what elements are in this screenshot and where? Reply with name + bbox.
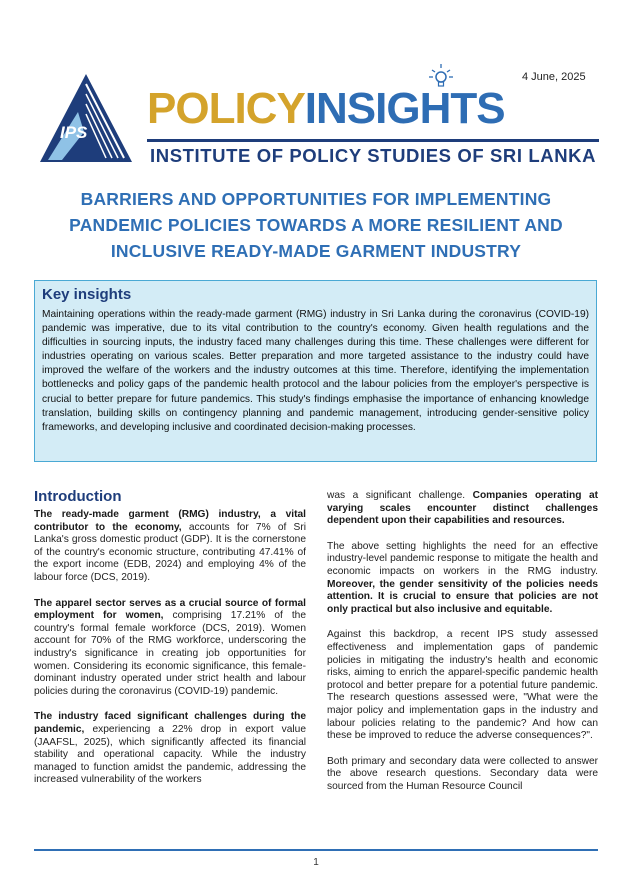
- svg-text:IPS: IPS: [60, 123, 88, 142]
- publication-date: 4 June, 2025: [522, 71, 586, 83]
- introduction-heading: Introduction: [34, 488, 122, 505]
- institute-name: INSTITUTE OF POLICY STUDIES OF SRI LANKA: [150, 145, 597, 166]
- right-p1-bold: Companies operating at varying scales encounter distinct challenges dependent upon their capabilities and resources.: [327, 490, 599, 527]
- right-paragraph-2: [327, 541, 598, 617]
- footer-rule: [34, 849, 598, 851]
- title-line: PANDEMIC POLICIES TOWARDS A MORE RESILIENT AND: [69, 215, 563, 235]
- page-title: [40, 186, 592, 264]
- right-column: [327, 490, 598, 806]
- key-insights-heading: Key insights: [42, 286, 132, 303]
- ips-logo: [38, 72, 134, 168]
- key-insights-text: Maintaining operations within the ready-made garment (RMG) industry in Sri Lanka during the coronavirus (COVID-19) pandemic was imperative, due to its vital contribution to the country's economy. Given health regulations and the difficulties in sourcing inputs, the industry faced many challenges during this time. These challenges were different for industries operating on various scales. Better preparation and more targeted assistance to the industry could have improved the welfare of the workers and the industry outcomes at this time. Therefore, identifying the implementation bottlenecks and policy gaps of the pandemic health protocol and the labour policies from the employer's perspective is crucial to better prepare for future pandemics. This study's findings emphasise the importance of enhancing knowledge translation, building skills on contingency planning and pandemic management, introducing gender-sensitive policy frameworks, and developing inclusive and coordinated decision-making processes.: [42, 309, 589, 433]
- intro-p1-bold: The ready-made garment (RMG) industry, a vital contributor to the economy,: [34, 509, 306, 533]
- intro-paragraph-2: [34, 598, 306, 699]
- intro-p1-text: accounts for 7% of Sri Lanka's gross domestic product (GDP). It is the cornerstone of the country's economic structure, contributing 47.41% of the export income (EDB, 2024) and employing 4% of the labour force (DCS, 2019).: [34, 521, 306, 583]
- intro-p2-text: comprising 17.21% of the country's formal female workforce (DCS, 2019). Women account for 70% of the RMG workforce, underscoring the industry's significance in creating job opportunities for women. Considering its economic significance, this female-dominant industry operated under strict health and labour policies during the coronavirus (COVID-19) pandemic.: [34, 610, 306, 697]
- brand-insights: INSIGHTS: [304, 84, 505, 133]
- intro-p3-text: experiencing a 22% drop in export value (JAAFSL, 2025), which significantly affected its financial stability and operational capacity. While the industry managed to function amidst the pandemic, addressing the increased vulnerability of the workers: [34, 723, 306, 786]
- right-paragraph-3: Against this backdrop, a recent IPS study assessed effectiveness and implementation gaps of pandemic policies in mitigating the industry's health and economic risks, aiming to enrich the apparel-specific pandemic health protocol and better prepare for a potential future pandemic. The research questions assessed were, "What were the major policy and implementation gaps in the industry and labour policies relating to the pandemic? And how can these be improved to reduce the adverse consequences?".: [327, 629, 598, 742]
- title-line: BARRIERS AND OPPORTUNITIES FOR IMPLEMENTING: [80, 189, 552, 209]
- right-paragraph-4: Both primary and secondary data were collected to answer the above research questions. Secondary data were sourced from the Human Resource Council: [327, 755, 598, 792]
- intro-paragraph-1: [34, 509, 306, 585]
- policy-insights-brand: [147, 80, 505, 138]
- left-column: [34, 488, 306, 800]
- right-paragraph-1: [327, 490, 598, 528]
- right-p2-bold: Moreover, the gender sensitivity of the policies needs attention. It is crucial to ensure that policies are not only practical but also inclusive and equitable.: [327, 578, 598, 615]
- key-insights-box: [34, 280, 597, 462]
- intro-p2-bold: The apparel sector serves as a crucial source of formal employment for women,: [34, 597, 306, 622]
- intro-p3-bold: The industry faced significant challenges during the pandemic,: [34, 711, 306, 735]
- title-line: INCLUSIVE READY-MADE GARMENT INDUSTRY: [110, 241, 522, 261]
- right-p1-text: was a significant challenge.: [327, 490, 473, 501]
- header-rule: [147, 139, 599, 142]
- brand-policy: POLICY: [147, 84, 305, 133]
- page-number: 1: [313, 857, 319, 868]
- intro-paragraph-3: [34, 711, 306, 787]
- right-p2-text: The above setting highlights the need for an effective industry-level pandemic response to mitigate the health and economic impacts on workers in the RMG industry.: [327, 540, 598, 577]
